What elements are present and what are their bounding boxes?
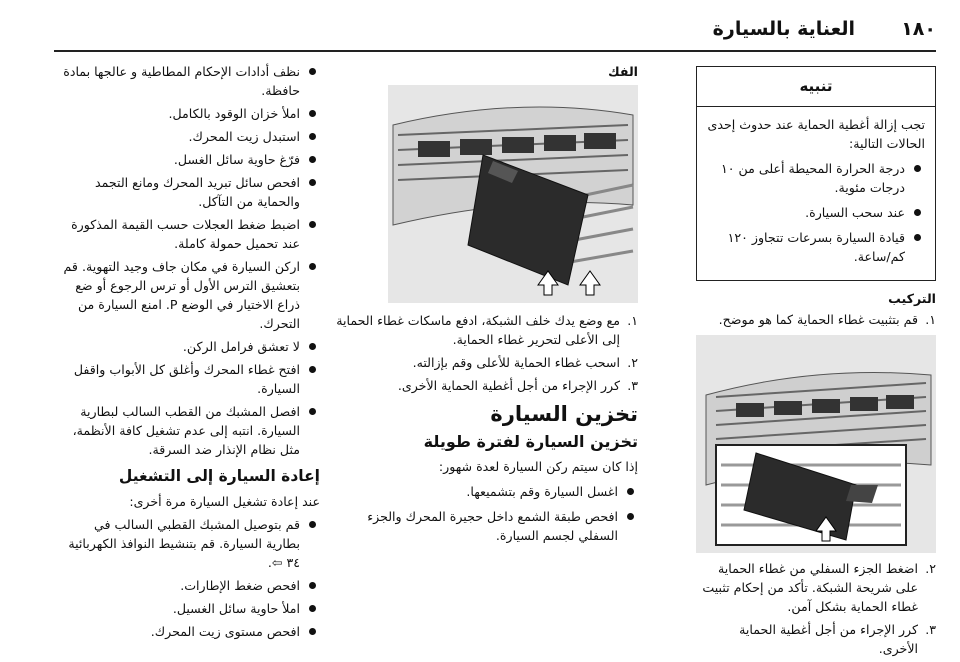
list-item: افتح غطاء المحرك وأغلق كل الأبواب واقفل السيارة. <box>60 360 320 398</box>
step-text: مع وضع يدك خلف الشبكة، ادفع ماسكات غطاء الحماية إلى الأعلى لتحرير غطاء الحماية. <box>336 313 620 347</box>
notice-list <box>705 159 925 266</box>
step-number: ١. <box>627 313 638 328</box>
notice-body <box>697 107 935 280</box>
cover-slot <box>850 397 878 411</box>
step-number: ٣. <box>627 378 638 393</box>
removal-illustration <box>388 85 638 303</box>
cover-slot <box>736 403 764 417</box>
step-item <box>328 376 638 395</box>
list-item: قيادة السيارة بسرعات تتجاوز ١٢٠ كم/ساعة. <box>705 228 925 266</box>
step-text: اضغط الجزء السفلي من غطاء الحماية على شريحة الشبكة. تأكد من إحكام تثبيت غطاء الحماية بشكل آمن. <box>702 561 918 614</box>
list-item: افحص ضغط الإطارات. <box>60 576 320 595</box>
list-item: املأ خزان الوقود بالكامل. <box>60 104 320 123</box>
notice-intro: تجب إزالة أغطية الحماية عند حدوث إحدى الحالات التالية: <box>707 117 925 151</box>
list-item: افحص طبقة الشمع داخل حجيرة المحرك والجزء السفلي لجسم السيارة. <box>328 507 638 545</box>
step-text: كرر الإجراء من أجل أغطية الحماية الأخرى. <box>397 378 620 393</box>
cover-slot <box>544 135 576 151</box>
header-rule <box>54 50 936 52</box>
install-steps <box>696 310 936 329</box>
step-number: ١. <box>925 312 936 327</box>
step-item <box>696 620 936 658</box>
step-item <box>328 311 638 349</box>
storage-list-cont <box>60 62 320 459</box>
return-heading: إعادة السيارة إلى التشغيل <box>118 467 320 485</box>
install-heading: التركيب <box>888 291 936 306</box>
step-item <box>696 559 936 616</box>
list-item: فرّغ حاوية سائل الغسل. <box>60 150 320 169</box>
cover-slot <box>418 141 450 157</box>
cover-slot <box>502 137 534 153</box>
install-steps-cont <box>696 559 936 658</box>
step-item <box>696 310 936 329</box>
step-number: ٣. <box>925 622 936 637</box>
list-item: افحص مستوى زيت المحرك. <box>60 622 320 641</box>
install-illustration <box>696 335 936 553</box>
step-text: قم بتثبيت غطاء الحماية كما هو موضح. <box>718 312 918 327</box>
list-item: درجة الحرارة المحيطة أعلى من ١٠ درجات مئوية. <box>705 159 925 197</box>
storage-intro: إذا كان سيتم ركن السيارة لعدة شهور: <box>438 459 638 474</box>
list-item: افصل المشبك من القطب السالب لبطارية السيارة. انتبه إلى عدم تشغيل كافة الأنظمة، مثل نظام الإنذار ضد السرقة. <box>60 402 320 459</box>
right-column <box>696 60 936 662</box>
step-number: ٢. <box>627 355 638 370</box>
list-item: املأ حاوية سائل الغسيل. <box>60 599 320 618</box>
storage-heading: تخزين السيارة <box>490 402 638 426</box>
list-item: عند سحب السيارة. <box>705 203 925 222</box>
removal-heading: الفك <box>608 64 638 79</box>
step-text: كرر الإجراء من أجل أغطية الحماية الأخرى. <box>739 622 918 656</box>
cover-slot <box>460 139 492 155</box>
list-item: لا تعشق فرامل الركن. <box>60 337 320 356</box>
storage-list <box>328 482 638 545</box>
page-title: العناية بالسيارة <box>712 18 855 40</box>
storage-subheading: تخزين السيارة لفترة طويلة <box>423 432 638 451</box>
list-item: اغسل السيارة وقم بتشميعها. <box>328 482 638 501</box>
step-text: اسحب غطاء الحماية للأعلى وقم بإزالته. <box>412 355 620 370</box>
return-list <box>60 515 320 641</box>
cover-slot <box>886 395 914 409</box>
list-item: استبدل زيت المحرك. <box>60 127 320 146</box>
middle-column <box>328 60 638 551</box>
notice-box <box>696 66 936 281</box>
cover-slot <box>812 399 840 413</box>
step-item <box>328 353 638 372</box>
step-number: ٢. <box>925 561 936 576</box>
cover-slot <box>584 133 616 149</box>
notice-title: تنبيه <box>697 67 935 107</box>
list-item: افحص سائل تبريد المحرك ومانع التجمد والحماية من التآكل. <box>60 173 320 211</box>
list-item: اركن السيارة في مكان جاف وجيد التهوية. قم بتعشيق الترس الأول أو ترس الرجوع أو ضع ذراع الاختيار في الوضع P. امنع السيارة من التحرك. <box>60 257 320 333</box>
install-illustration-svg <box>696 335 936 553</box>
cover-slot <box>774 401 802 415</box>
left-column <box>60 62 320 645</box>
page-number: ١٨٠ <box>901 18 936 40</box>
removal-steps <box>328 311 638 395</box>
list-item: اضبط ضغط العجلات حسب القيمة المذكورة عند تحميل حمولة كاملة. <box>60 215 320 253</box>
removal-illustration-svg <box>388 85 638 303</box>
list-item: نظف أدادات الإحكام المطاطية و عالجها بمادة حافظة. <box>60 62 320 100</box>
page-header <box>0 0 960 58</box>
list-item: قم بتوصيل المشبك القطبي السالب في بطارية السيارة. قم بتنشيط النوافذ الكهربائية ٣٤ ⇦. <box>60 515 320 572</box>
return-intro: عند إعادة تشغيل السيارة مرة أخرى: <box>129 494 320 509</box>
